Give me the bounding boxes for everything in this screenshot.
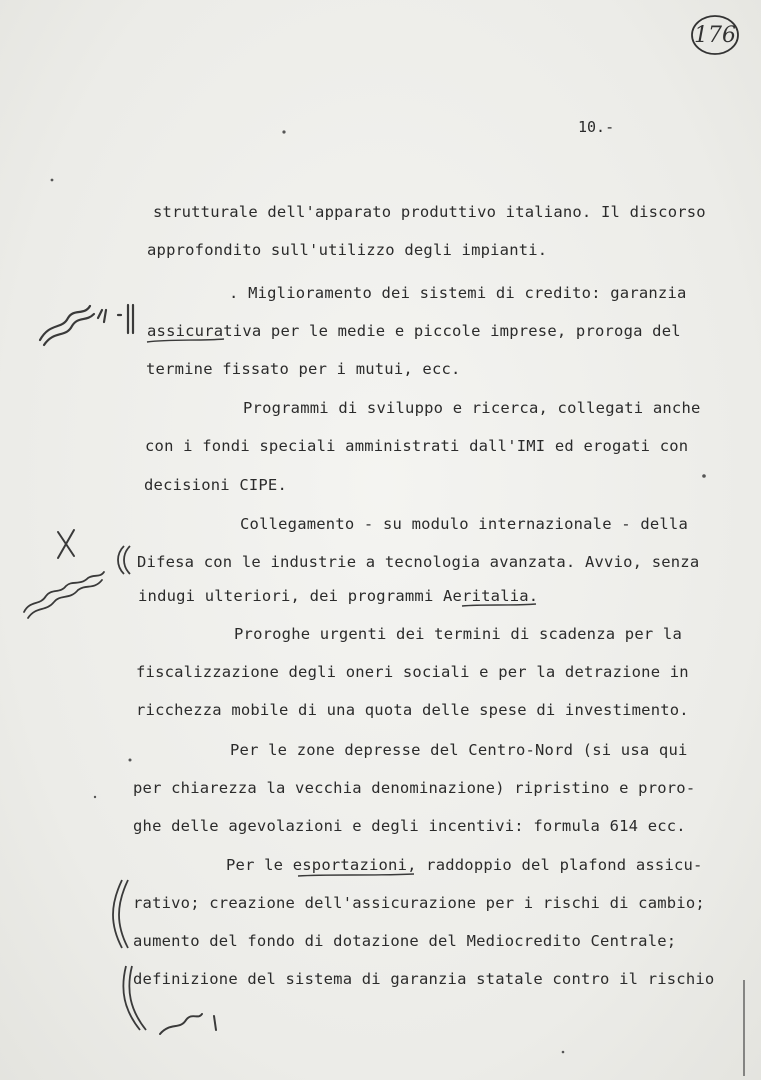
text-line: ricchezza mobile di una quota delle spese di investimento. <box>136 701 689 719</box>
scribble-mark-icon <box>160 1014 216 1034</box>
text-line: rativo; creazione dell'assicurazione per i rischi di cambio; <box>133 894 705 912</box>
text-line: con i fondi speciali amministrati dall'IMI ed erogati con <box>145 437 689 455</box>
bracket-mark-icon <box>118 546 130 574</box>
text-line: Collegamento - su modulo internazionale - della <box>240 515 688 533</box>
text-line: Per le zone depresse del Centro-Nord (si usa qui <box>230 741 688 759</box>
text-line: approfondito sull'utilizzo degli impianti. <box>147 241 548 259</box>
text-line: assicurativa per le medie e piccole imprese, proroga del <box>147 322 681 340</box>
handwritten-note-icon <box>24 572 104 618</box>
text-line: Per le esportazioni, raddoppio del plafond assicu- <box>226 856 703 874</box>
page-number: 10.- <box>578 118 615 136</box>
text-line: aumento del fondo di dotazione del Mediocredito Centrale; <box>133 932 677 950</box>
text-line: strutturale dell'apparato produttivo italiano. Il discorso <box>153 203 706 221</box>
underline-mark <box>147 339 224 342</box>
text-line: fiscalizzazione degli oneri sociali e per la detrazione in <box>136 663 689 681</box>
bracket-mark-icon <box>113 880 146 1030</box>
stray-dot-icon <box>51 130 706 1053</box>
underline-mark <box>298 874 414 876</box>
text-line: Proroghe urgenti dei termini di scadenza per la <box>234 625 682 643</box>
folio-number: 176 <box>694 22 736 48</box>
text-line: termine fissato per i mutui, ecc. <box>146 360 461 378</box>
text-line: Programmi di sviluppo e ricerca, collegati anche <box>243 399 701 417</box>
underline-mark <box>462 604 536 606</box>
text-line: per chiarezza la vecchia denominazione) ripristino e proro- <box>133 779 696 797</box>
text-line: indugi ulteriori, dei programmi Aeritalia. <box>138 587 539 605</box>
text-line: definizione del sistema di garanzia statale contro il rischio <box>133 970 715 988</box>
text-line: Difesa con le industrie a tecnologia avanzata. Avvio, senza <box>137 553 700 571</box>
text-line: . Miglioramento dei sistemi di credito: garanzia <box>229 284 687 302</box>
scribble-mark-icon <box>40 305 133 345</box>
text-line: ghe delle agevolazioni e degli incentivi: formula 614 ecc. <box>133 817 686 835</box>
text-line: decisioni CIPE. <box>144 476 287 494</box>
x-mark-icon <box>58 530 74 558</box>
